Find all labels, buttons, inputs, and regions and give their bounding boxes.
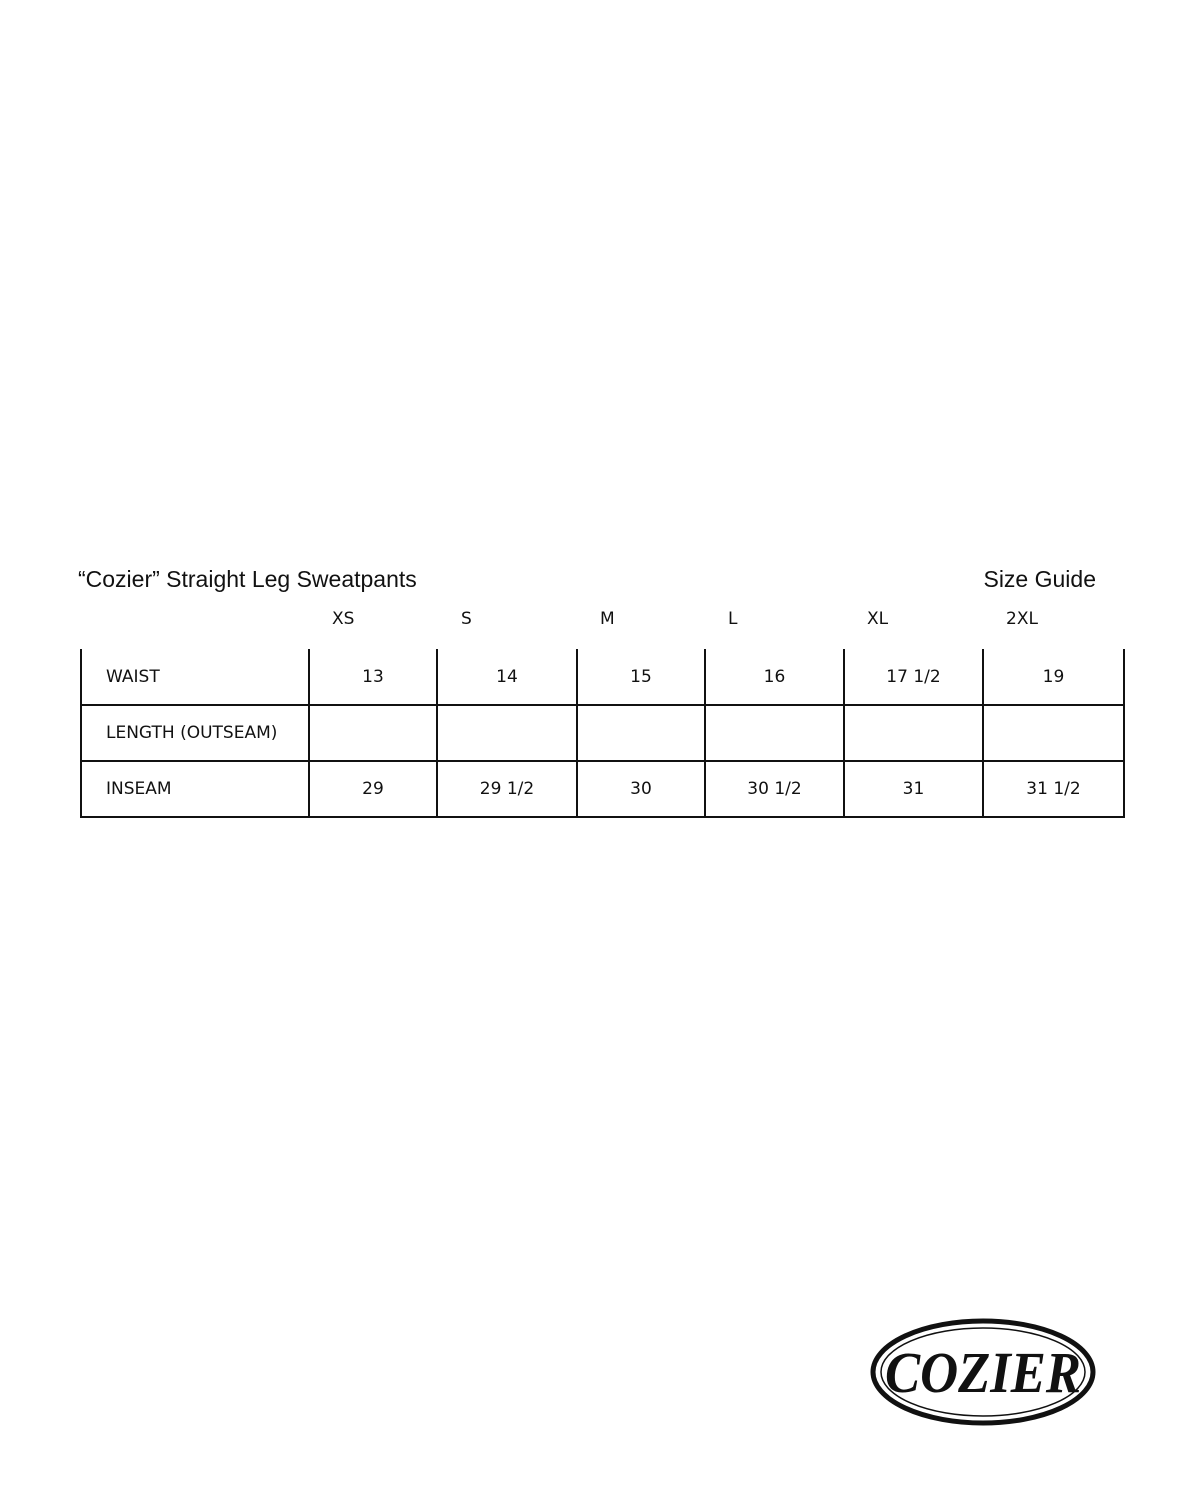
row-label-waist: WAIST — [81, 649, 309, 705]
table-cell — [437, 705, 577, 761]
table-cell: 15 — [577, 649, 705, 705]
table-cell: 13 — [309, 649, 437, 705]
size-header-m: M — [600, 609, 615, 629]
table-row-waist — [81, 649, 1124, 705]
size-table — [80, 649, 1125, 818]
table-cell — [844, 705, 983, 761]
table-cell: 30 1/2 — [705, 761, 844, 817]
table-cell — [309, 705, 437, 761]
table-cell — [705, 705, 844, 761]
table-cell: 16 — [705, 649, 844, 705]
table-cell: 31 1/2 — [983, 761, 1124, 817]
table-cell: 19 — [983, 649, 1124, 705]
row-label-length: LENGTH (OUTSEAM) — [81, 705, 309, 761]
table-row-length — [81, 705, 1124, 761]
table-row-inseam — [81, 761, 1124, 817]
table-cell: 29 1/2 — [437, 761, 577, 817]
table-cell: 30 — [577, 761, 705, 817]
size-header-xs: XS — [332, 609, 355, 629]
size-header-2xl: 2XL — [1006, 609, 1038, 629]
table-cell — [983, 705, 1124, 761]
product-title: “Cozier” Straight Leg Sweatpants — [78, 566, 417, 592]
table-cell: 29 — [309, 761, 437, 817]
table-cell: 31 — [844, 761, 983, 817]
table-cell: 17 1/2 — [844, 649, 983, 705]
size-header-s: S — [461, 609, 472, 629]
size-header-l: L — [728, 609, 738, 629]
cozier-logo — [868, 1316, 1098, 1428]
table-cell — [577, 705, 705, 761]
table-cell: 14 — [437, 649, 577, 705]
row-label-inseam: INSEAM — [81, 761, 309, 817]
size-header-xl: XL — [867, 609, 889, 629]
logo-wordmark: COZIER — [885, 1340, 1081, 1405]
size-guide-label: Size Guide — [983, 566, 1096, 592]
